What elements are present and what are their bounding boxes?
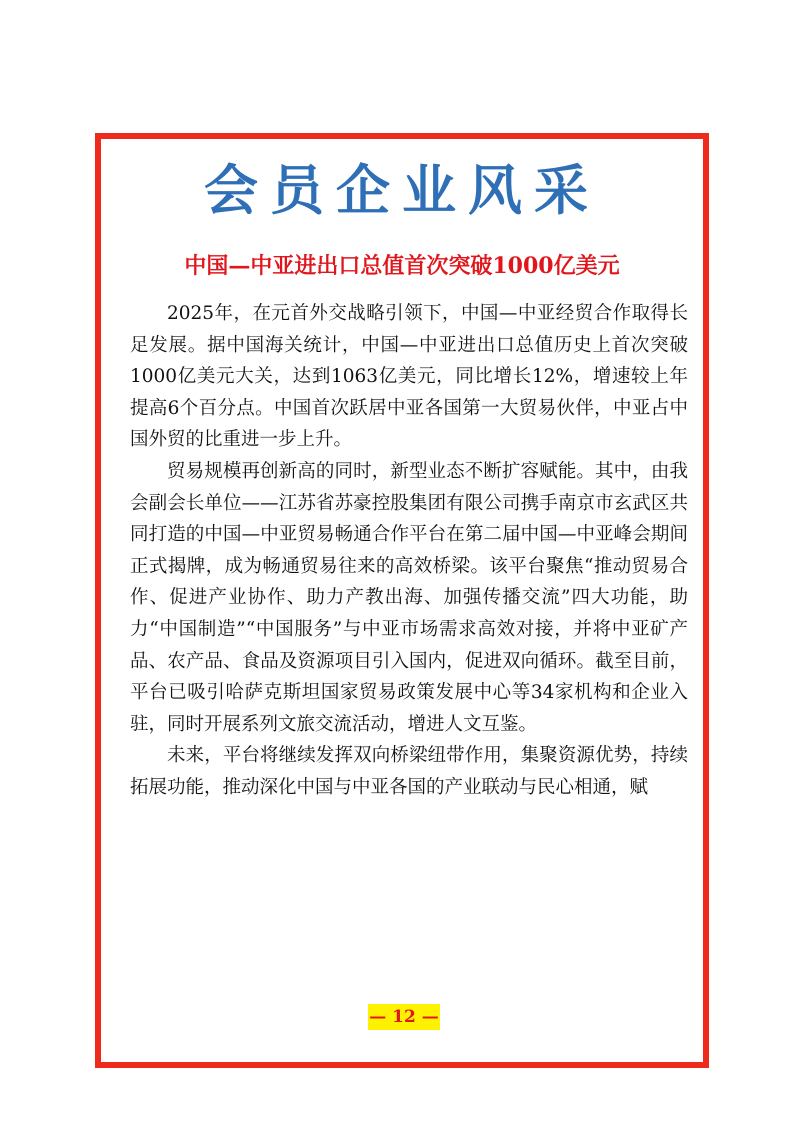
article-title: 中国—中亚进出口总值首次突破1000亿美元 xyxy=(184,253,620,279)
article-paragraph: 未来，平台将继续发挥双向桥梁纽带作用，集聚资源优势，持续拓展功能，推动深化中国与中亚各国的产业联动与民心相通，赋 xyxy=(130,745,688,798)
page-number: — 12 — xyxy=(368,1004,440,1030)
article-body xyxy=(130,298,688,804)
article-paragraph: 2025年，在元首外交战略引领下，中国—中亚经贸合作取得长足发展。据中国海关统计，中国—中亚进出口总值历史上首次突破1000亿美元大关，达到1063亿美元，同比增长12%，增速较上年提高6个百分点。中国首次跃居中亚各国第一大贸易伙伴，中亚占中国外贸的比重进一步上升。 xyxy=(130,303,688,451)
article-paragraph: 贸易规模再创新高的同时，新型业态不断扩容赋能。其中，由我会副会长单位——江苏省苏豪控股集团有限公司携手南京市玄武区共同打造的中国—中亚贸易畅通合作平台在第二届中国—中亚峰会期间正式揭牌，成为畅通贸易往来的高效桥梁。该平台聚焦“推动贸易合作、促进产业协作、助力产教出海、加强传播交流”四大功能，助力“中国制造”“中国服务”与中亚市场需求高效对接，并将中亚矿产品、农产品、食品及资源项目引入国内，促进双向循环。截至目前，平台已吸引哈萨克斯坦国家贸易政策发展中心等34家机构和企业入驻，同时开展系列文旅交流活动，增进人文互鉴。 xyxy=(130,460,688,735)
page-title: 会员企业风采 xyxy=(204,158,600,222)
